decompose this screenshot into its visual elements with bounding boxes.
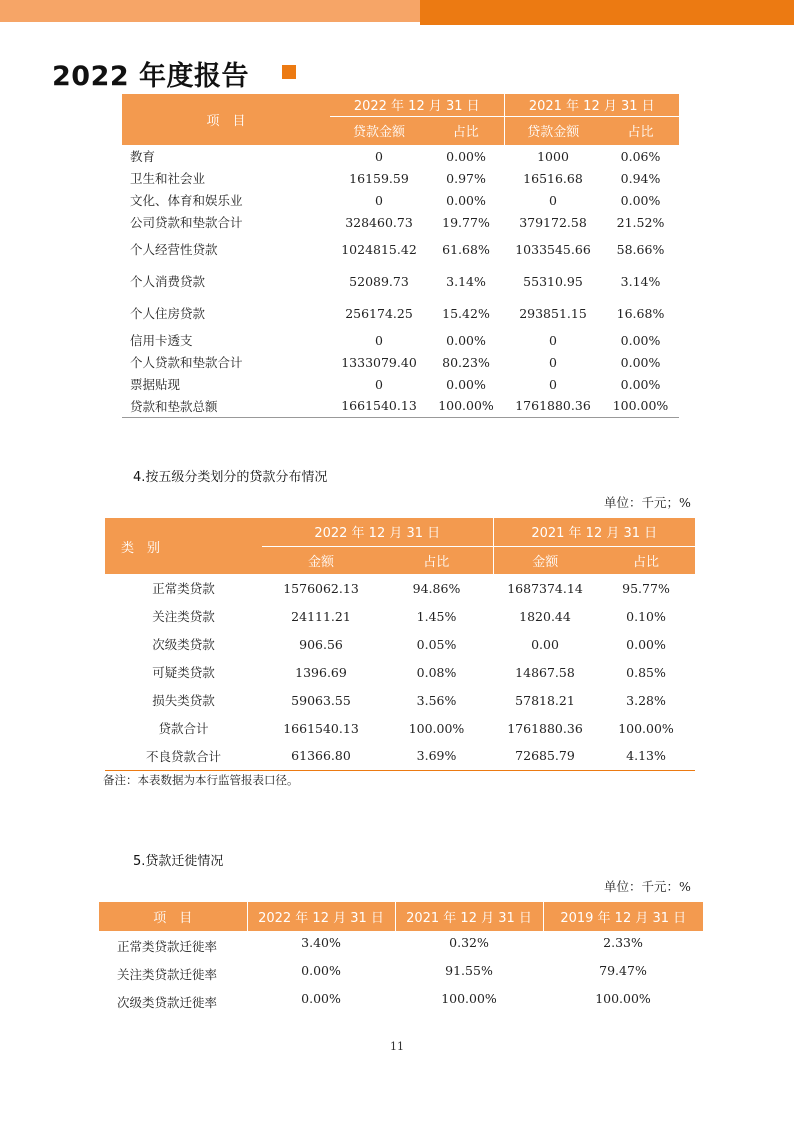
cell: 256174.25 bbox=[345, 305, 413, 321]
table-row bbox=[122, 211, 679, 233]
cell: 3.14% bbox=[620, 273, 661, 289]
cell: 79.47% bbox=[599, 963, 647, 978]
header-date-2019: 2019 年 12 月 31 日 bbox=[543, 902, 703, 931]
cell: 1024815.42 bbox=[341, 241, 417, 257]
section-4-note: 备注：本表数据为本行监管报表口径。 bbox=[103, 773, 299, 787]
loan-migration-table bbox=[99, 902, 703, 1015]
table-row bbox=[122, 297, 679, 329]
cell-label: 贷款合计 bbox=[158, 721, 209, 736]
table-row bbox=[122, 233, 679, 265]
header-sub: 占比 bbox=[597, 546, 695, 574]
cell: 100.00% bbox=[602, 395, 679, 417]
section-4-title: 4.按五级分类划分的贷款分布情况 bbox=[133, 470, 328, 485]
cell-label: 个人住房贷款 bbox=[130, 306, 206, 321]
cell: 21.52% bbox=[616, 214, 665, 230]
section-4-unit: 单位：千元；% bbox=[604, 495, 691, 510]
table-row bbox=[105, 574, 695, 602]
cell: 0.00% bbox=[446, 376, 486, 392]
cell: 57818.21 bbox=[515, 692, 575, 708]
cell: 0.00% bbox=[620, 354, 661, 370]
page-title: 2022 年度报告 bbox=[52, 61, 250, 92]
cell: 100.00% bbox=[595, 991, 651, 1006]
cell: 0.00% bbox=[446, 148, 486, 164]
header-date-2021: 2021 年 12 月 31 日 bbox=[395, 902, 543, 931]
cell: 0.94% bbox=[620, 170, 661, 186]
header-sub: 贷款金额 bbox=[330, 116, 428, 145]
cell: 72685.79 bbox=[493, 742, 597, 770]
cell: 100.00% bbox=[441, 991, 497, 1006]
cell: 1761880.36 bbox=[504, 395, 602, 417]
cell: 0.08% bbox=[416, 664, 457, 680]
table-row bbox=[105, 630, 695, 658]
cell: 1661540.13 bbox=[283, 720, 359, 736]
header-sub: 贷款金额 bbox=[504, 116, 602, 145]
table-row bbox=[99, 931, 703, 959]
cell: 0.97% bbox=[446, 170, 486, 186]
cell: 0.05% bbox=[416, 636, 457, 652]
cell: 52089.73 bbox=[349, 273, 409, 289]
cell-label: 个人贷款和垫款合计 bbox=[130, 355, 243, 370]
table-row bbox=[105, 686, 695, 714]
header-date-2022: 2022 年 12 月 31 日 bbox=[262, 518, 493, 546]
cell: 61366.80 bbox=[262, 742, 380, 770]
table-row bbox=[122, 329, 679, 351]
cell-label: 可疑类贷款 bbox=[152, 665, 215, 680]
cell-label: 次级类贷款迁徙率 bbox=[117, 995, 218, 1010]
header-date-2022: 2022 年 12 月 31 日 bbox=[247, 902, 395, 931]
top-banner-dark bbox=[420, 0, 794, 25]
cell: 0.00% bbox=[620, 332, 661, 348]
cell: 3.56% bbox=[416, 692, 457, 708]
cell: 1576062.13 bbox=[283, 580, 359, 596]
header-date-2021: 2021 年 12 月 31 日 bbox=[493, 518, 695, 546]
cell: 0.00% bbox=[446, 192, 486, 208]
cell: 1033545.66 bbox=[515, 241, 591, 257]
table-row bbox=[122, 373, 679, 395]
cell: 1000 bbox=[537, 148, 569, 164]
loan-classification-table bbox=[105, 518, 695, 771]
table-row bbox=[122, 351, 679, 373]
cell: 0.00% bbox=[446, 332, 486, 348]
cell: 55310.95 bbox=[523, 273, 583, 289]
cell-label: 关注类贷款 bbox=[152, 609, 215, 624]
cell: 4.13% bbox=[597, 742, 695, 770]
table-row bbox=[99, 959, 703, 987]
table-row bbox=[105, 602, 695, 630]
cell: 58.66% bbox=[616, 241, 665, 257]
cell: 16.68% bbox=[616, 305, 665, 321]
cell: 3.40% bbox=[301, 935, 341, 950]
cell: 91.55% bbox=[445, 963, 493, 978]
cell: 3.69% bbox=[380, 742, 493, 770]
table-row bbox=[105, 658, 695, 686]
header-sub: 金额 bbox=[262, 546, 380, 574]
table-row bbox=[122, 167, 679, 189]
page-number: 11 bbox=[390, 1040, 404, 1053]
cell: 100.00% bbox=[428, 395, 504, 417]
header-sub: 占比 bbox=[428, 116, 504, 145]
cell: 2.33% bbox=[603, 935, 643, 950]
cell-label: 公司贷款和垫款合计 bbox=[130, 215, 243, 230]
cell: 59063.55 bbox=[291, 692, 351, 708]
cell: 1820.44 bbox=[519, 608, 571, 624]
cell: 1333079.40 bbox=[341, 354, 417, 370]
cell: 100.00% bbox=[408, 720, 465, 736]
cell: 906.56 bbox=[299, 636, 343, 652]
header-category: 类 别 bbox=[105, 518, 262, 574]
cell-label: 文化、体育和娱乐业 bbox=[130, 193, 243, 208]
cell: 1661540.13 bbox=[330, 395, 428, 417]
cell: 1396.69 bbox=[295, 664, 347, 680]
table-row bbox=[99, 987, 703, 1015]
cell: 95.77% bbox=[622, 580, 670, 596]
header-item: 项 目 bbox=[99, 902, 247, 931]
cell: 100.00% bbox=[618, 720, 674, 736]
table-row bbox=[105, 742, 695, 770]
table-row bbox=[122, 145, 679, 167]
table-row bbox=[122, 189, 679, 211]
cell: 1761880.36 bbox=[507, 720, 583, 736]
cell: 19.77% bbox=[442, 214, 490, 230]
cell-label: 个人消费贷款 bbox=[130, 274, 206, 289]
cell: 61.68% bbox=[442, 241, 490, 257]
cell: 0.00% bbox=[301, 963, 341, 978]
section-5-unit: 单位：千元：% bbox=[604, 879, 691, 894]
cell: 328460.73 bbox=[345, 214, 413, 230]
cell: 1687374.14 bbox=[507, 580, 583, 596]
cell-label: 正常类贷款迁徙率 bbox=[117, 939, 218, 954]
cell: 0.00% bbox=[620, 192, 661, 208]
cell: 0.06% bbox=[620, 148, 661, 164]
cell: 15.42% bbox=[442, 305, 490, 321]
cell-label: 关注类贷款迁徙率 bbox=[117, 967, 218, 982]
title-square-icon bbox=[282, 65, 296, 79]
cell-label: 信用卡透支 bbox=[130, 333, 193, 348]
cell: 0.85% bbox=[626, 664, 666, 680]
cell-label: 个人经营性贷款 bbox=[130, 242, 218, 257]
header-sub: 金额 bbox=[493, 546, 597, 574]
cell: 0 bbox=[549, 376, 557, 392]
cell: 0 bbox=[375, 376, 383, 392]
cell: 3.14% bbox=[446, 273, 486, 289]
cell: 1.45% bbox=[416, 608, 457, 624]
loan-industry-table bbox=[122, 94, 679, 418]
cell-label: 损失类贷款 bbox=[152, 693, 215, 708]
cell: 293851.15 bbox=[519, 305, 587, 321]
cell: 14867.58 bbox=[515, 664, 575, 680]
cell: 0 bbox=[375, 192, 383, 208]
header-sub: 占比 bbox=[602, 116, 679, 145]
cell-label: 票据贴现 bbox=[130, 377, 181, 392]
table-row bbox=[122, 265, 679, 297]
cell: 0.32% bbox=[449, 935, 489, 950]
cell: 16516.68 bbox=[523, 170, 583, 186]
cell: 0.00% bbox=[301, 991, 341, 1006]
cell: 80.23% bbox=[442, 354, 490, 370]
cell-label: 正常类贷款 bbox=[152, 581, 215, 596]
table-row bbox=[122, 395, 679, 417]
section-5-title: 5.贷款迁徙情况 bbox=[133, 854, 224, 869]
header-date-2021: 2021 年 12 月 31 日 bbox=[504, 94, 679, 116]
cell: 0.00% bbox=[626, 636, 666, 652]
cell: 0 bbox=[549, 354, 557, 370]
cell: 24111.21 bbox=[291, 608, 351, 624]
cell: 379172.58 bbox=[519, 214, 587, 230]
top-banner-light bbox=[0, 0, 430, 22]
cell: 0 bbox=[375, 332, 383, 348]
cell-label: 贷款和垫款总额 bbox=[122, 395, 330, 417]
cell: 0.00 bbox=[531, 636, 559, 652]
cell: 94.86% bbox=[412, 580, 461, 596]
cell: 0 bbox=[549, 332, 557, 348]
cell: 0 bbox=[375, 148, 383, 164]
cell: 3.28% bbox=[626, 692, 666, 708]
header-item: 项 目 bbox=[122, 94, 330, 145]
cell-label: 次级类贷款 bbox=[152, 637, 215, 652]
header-date-2022: 2022 年 12 月 31 日 bbox=[330, 94, 504, 116]
cell-label: 教育 bbox=[130, 149, 156, 164]
cell: 0 bbox=[549, 192, 557, 208]
cell: 0.10% bbox=[626, 608, 666, 624]
table-row bbox=[105, 714, 695, 742]
header-sub: 占比 bbox=[380, 546, 493, 574]
cell: 16159.59 bbox=[349, 170, 409, 186]
cell-label: 不良贷款合计 bbox=[105, 742, 262, 770]
cell-label: 卫生和社会业 bbox=[130, 171, 206, 186]
cell: 0.00% bbox=[620, 376, 661, 392]
